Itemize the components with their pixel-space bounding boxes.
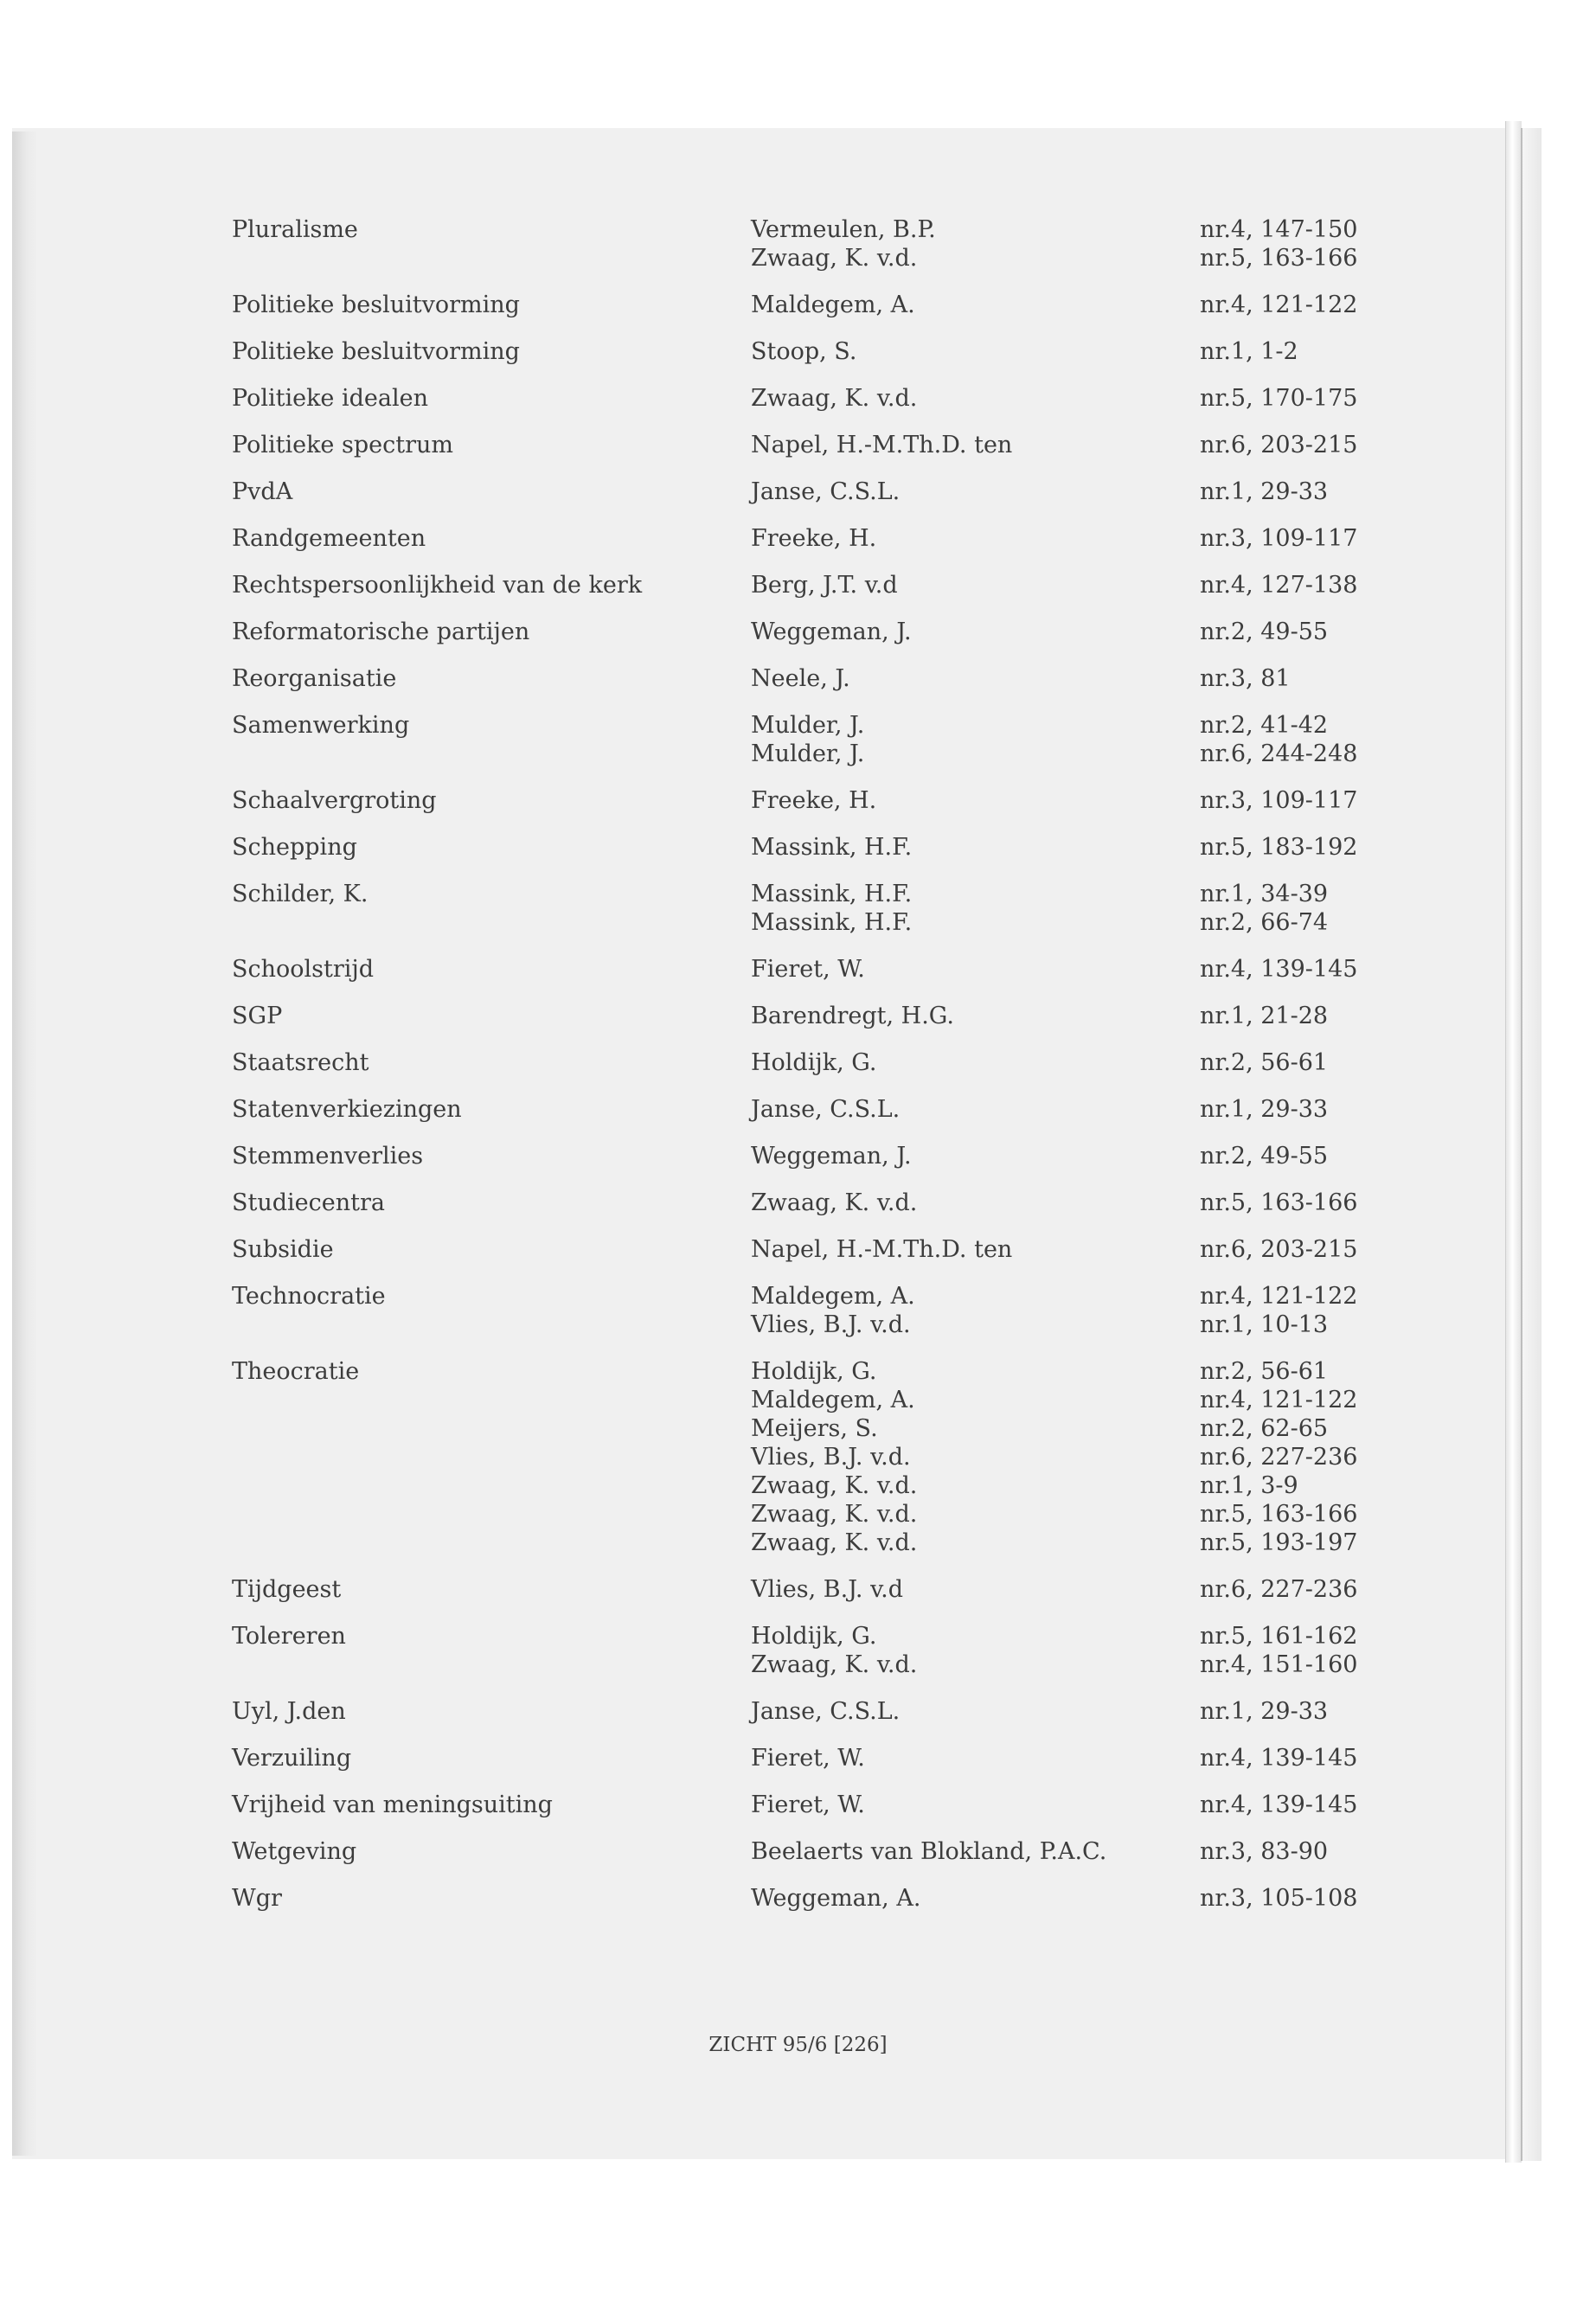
reference-row — [0, 215, 1596, 244]
reference-issue-pages: nr.2, 56-61 — [1200, 1358, 1329, 1385]
entry-term: Schaalvergroting — [232, 787, 437, 814]
entry-references — [0, 524, 1596, 553]
reference-author: Zwaag, K. v.d. — [751, 1472, 918, 1499]
entry-references — [0, 291, 1596, 319]
reference-issue-pages: nr.2, 56-61 — [1200, 1049, 1329, 1076]
entry-term: Wgr — [232, 1885, 282, 1912]
reference-row — [0, 1189, 1596, 1217]
entry-references — [0, 1622, 1596, 1679]
reference-row — [0, 1697, 1596, 1726]
reference-author: Massink, H.F. — [751, 909, 913, 936]
reference-issue-pages: nr.3, 81 — [1200, 665, 1291, 692]
entry-term: Wetgeving — [232, 1838, 357, 1865]
entry-term: Schilder, K. — [232, 881, 369, 907]
reference-issue-pages: nr.3, 83-90 — [1200, 1838, 1329, 1865]
reference-issue-pages: nr.3, 109-117 — [1200, 787, 1358, 814]
reference-author: Holdijk, G. — [751, 1358, 877, 1385]
reference-row — [0, 1622, 1596, 1650]
entry-term: Uyl, J.den — [232, 1698, 346, 1725]
entry-term: SGP — [232, 1003, 283, 1029]
entry-term: Statenverkiezingen — [232, 1096, 462, 1123]
reference-row — [0, 1744, 1596, 1772]
reference-author: Zwaag, K. v.d. — [751, 385, 918, 412]
entry-references — [0, 711, 1596, 768]
reference-issue-pages: nr.4, 121-122 — [1200, 1283, 1358, 1310]
reference-author: Zwaag, K. v.d. — [751, 1189, 918, 1216]
reference-row — [0, 384, 1596, 413]
reference-issue-pages: nr.2, 49-55 — [1200, 619, 1329, 645]
reference-issue-pages: nr.4, 139-145 — [1200, 1745, 1358, 1772]
reference-row — [0, 664, 1596, 693]
reference-row — [0, 1282, 1596, 1311]
entry-references — [0, 337, 1596, 366]
page-footer: ZICHT 95/6 [226] — [708, 2034, 888, 2056]
entry-references — [0, 478, 1596, 506]
reference-issue-pages: nr.2, 66-74 — [1200, 909, 1329, 936]
entry-term: Reformatorische partijen — [232, 619, 530, 645]
reference-issue-pages: nr.2, 49-55 — [1200, 1143, 1329, 1170]
reference-issue-pages: nr.4, 147-150 — [1200, 216, 1358, 243]
reference-author: Mulder, J. — [751, 740, 865, 767]
entry-term: Reorganisatie — [232, 665, 397, 692]
reference-row — [0, 618, 1596, 646]
reference-author: Massink, H.F. — [751, 834, 913, 861]
reference-author: Weggeman, J. — [751, 1143, 912, 1170]
reference-row — [0, 431, 1596, 459]
reference-author: Freeke, H. — [751, 787, 877, 814]
entry-term: Pluralisme — [232, 216, 358, 243]
reference-row — [0, 1311, 1596, 1339]
reference-author: Berg, J.T. v.d — [751, 572, 898, 599]
entry-term: Schepping — [232, 834, 357, 861]
reference-author: Zwaag, K. v.d. — [751, 1529, 918, 1556]
reference-author: Janse, C.S.L. — [751, 478, 901, 505]
entry-term: Politieke besluitvorming — [232, 338, 520, 365]
reference-issue-pages: nr.5, 163-166 — [1200, 1501, 1358, 1528]
reference-issue-pages: nr.1, 29-33 — [1200, 1096, 1329, 1123]
reference-issue-pages: nr.1, 34-39 — [1200, 881, 1329, 907]
reference-row — [0, 1414, 1596, 1443]
reference-issue-pages: nr.2, 41-42 — [1200, 712, 1329, 739]
reference-author: Maldegem, A. — [751, 1283, 915, 1310]
entry-references — [0, 1142, 1596, 1170]
reference-issue-pages: nr.4, 151-160 — [1200, 1651, 1358, 1678]
reference-issue-pages: nr.6, 227-236 — [1200, 1576, 1358, 1603]
reference-row — [0, 711, 1596, 740]
reference-row — [0, 833, 1596, 862]
reference-issue-pages: nr.1, 29-33 — [1200, 478, 1329, 505]
reference-issue-pages: nr.6, 244-248 — [1200, 740, 1358, 767]
reference-row — [0, 1884, 1596, 1913]
reference-author: Janse, C.S.L. — [751, 1096, 901, 1123]
entry-term: Rechtspersoonlijkheid van de kerk — [232, 572, 643, 599]
entry-term: Politieke besluitvorming — [232, 292, 520, 318]
entry-term: Stemmenverlies — [232, 1143, 424, 1170]
entry-references — [0, 1282, 1596, 1339]
reference-author: Weggeman, A. — [751, 1885, 921, 1912]
reference-issue-pages: nr.5, 193-197 — [1200, 1529, 1358, 1556]
reference-issue-pages: nr.1, 10-13 — [1200, 1311, 1329, 1338]
reference-issue-pages: nr.5, 163-166 — [1200, 1189, 1358, 1216]
entry-term: Tolereren — [232, 1623, 346, 1650]
reference-row — [0, 1575, 1596, 1604]
reference-author: Mulder, J. — [751, 712, 865, 739]
entry-term: Politieke idealen — [232, 385, 428, 412]
entry-references — [0, 571, 1596, 599]
reference-row — [0, 1837, 1596, 1866]
reference-issue-pages: nr.5, 161-162 — [1200, 1623, 1358, 1650]
entry-term: Subsidie — [232, 1236, 334, 1263]
reference-issue-pages: nr.6, 203-215 — [1200, 432, 1358, 458]
reference-row — [0, 1443, 1596, 1471]
entry-references — [0, 1189, 1596, 1217]
reference-row — [0, 1500, 1596, 1529]
entry-references — [0, 1048, 1596, 1077]
entry-references — [0, 1235, 1596, 1264]
reference-issue-pages: nr.6, 227-236 — [1200, 1444, 1358, 1471]
entry-references — [0, 1002, 1596, 1030]
entry-references — [0, 618, 1596, 646]
reference-row — [0, 478, 1596, 506]
reference-issue-pages: nr.6, 203-215 — [1200, 1236, 1358, 1263]
reference-author: Fieret, W. — [751, 956, 865, 983]
reference-author: Holdijk, G. — [751, 1623, 877, 1650]
reference-author: Napel, H.-M.Th.D. ten — [751, 432, 1013, 458]
reference-row — [0, 244, 1596, 272]
entry-term: Politieke spectrum — [232, 432, 453, 458]
reference-row — [0, 880, 1596, 908]
entry-references — [0, 215, 1596, 272]
entry-term: Randgemeenten — [232, 525, 426, 552]
reference-row — [0, 908, 1596, 937]
reference-row — [0, 1235, 1596, 1264]
reference-author: Zwaag, K. v.d. — [751, 1651, 918, 1678]
reference-issue-pages: nr.3, 109-117 — [1200, 525, 1358, 552]
entry-term: Studiecentra — [232, 1189, 385, 1216]
reference-row — [0, 1357, 1596, 1386]
entry-references — [0, 955, 1596, 984]
reference-issue-pages: nr.1, 29-33 — [1200, 1698, 1329, 1725]
entry-term: Staatsrecht — [232, 1049, 369, 1076]
reference-row — [0, 571, 1596, 599]
reference-issue-pages: nr.5, 183-192 — [1200, 834, 1358, 861]
reference-author: Beelaerts van Blokland, P.A.C. — [751, 1838, 1107, 1865]
entry-references — [0, 1791, 1596, 1819]
reference-issue-pages: nr.4, 121-122 — [1200, 1387, 1358, 1413]
reference-issue-pages: nr.5, 170-175 — [1200, 385, 1358, 412]
reference-author: Maldegem, A. — [751, 292, 915, 318]
entry-term: Tijdgeest — [232, 1576, 342, 1603]
reference-issue-pages: nr.4, 127-138 — [1200, 572, 1358, 599]
entry-references — [0, 1697, 1596, 1726]
entry-term: Vrijheid van meningsuiting — [232, 1791, 553, 1818]
reference-author: Vlies, B.J. v.d — [751, 1576, 904, 1603]
reference-author: Stoop, S. — [751, 338, 857, 365]
reference-row — [0, 1650, 1596, 1679]
reference-author: Weggeman, J. — [751, 619, 912, 645]
entry-references — [0, 1837, 1596, 1866]
entry-references — [0, 880, 1596, 937]
entry-term: Technocratie — [232, 1283, 386, 1310]
reference-author: Napel, H.-M.Th.D. ten — [751, 1236, 1013, 1263]
reference-author: Fieret, W. — [751, 1791, 865, 1818]
reference-author: Vlies, B.J. v.d. — [751, 1311, 911, 1338]
entry-references — [0, 1357, 1596, 1557]
reference-row — [0, 1791, 1596, 1819]
entry-term: Samenwerking — [232, 712, 410, 739]
reference-author: Janse, C.S.L. — [751, 1698, 901, 1725]
reference-row — [0, 1529, 1596, 1557]
reference-author: Fieret, W. — [751, 1745, 865, 1772]
entry-references — [0, 1884, 1596, 1913]
entry-term: Schoolstrijd — [232, 956, 375, 983]
reference-row — [0, 786, 1596, 815]
reference-row — [0, 1048, 1596, 1077]
entry-references — [0, 664, 1596, 693]
reference-author: Vermeulen, B.P. — [751, 216, 936, 243]
reference-row — [0, 1386, 1596, 1414]
entry-references — [0, 833, 1596, 862]
reference-issue-pages: nr.2, 62-65 — [1200, 1415, 1329, 1442]
reference-issue-pages: nr.4, 139-145 — [1200, 956, 1358, 983]
reference-author: Neele, J. — [751, 665, 850, 692]
reference-author: Vlies, B.J. v.d. — [751, 1444, 911, 1471]
reference-author: Freeke, H. — [751, 525, 877, 552]
reference-author: Zwaag, K. v.d. — [751, 245, 918, 272]
reference-issue-pages: nr.1, 21-28 — [1200, 1003, 1329, 1029]
reference-row — [0, 291, 1596, 319]
reference-row — [0, 1002, 1596, 1030]
reference-issue-pages: nr.4, 121-122 — [1200, 292, 1358, 318]
reference-row — [0, 524, 1596, 553]
entry-term: Theocratie — [232, 1358, 360, 1385]
entry-references — [0, 1095, 1596, 1124]
reference-row — [0, 1142, 1596, 1170]
entry-references — [0, 1744, 1596, 1772]
entry-references — [0, 786, 1596, 815]
entry-term: Verzuiling — [232, 1745, 352, 1772]
reference-author: Holdijk, G. — [751, 1049, 877, 1076]
reference-author: Massink, H.F. — [751, 881, 913, 907]
reference-row — [0, 1095, 1596, 1124]
reference-row — [0, 740, 1596, 768]
entry-references — [0, 1575, 1596, 1604]
reference-row — [0, 955, 1596, 984]
reference-author: Maldegem, A. — [751, 1387, 915, 1413]
entry-references — [0, 384, 1596, 413]
reference-issue-pages: nr.3, 105-108 — [1200, 1885, 1358, 1912]
reference-author: Zwaag, K. v.d. — [751, 1501, 918, 1528]
entry-references — [0, 431, 1596, 459]
reference-issue-pages: nr.1, 1-2 — [1200, 338, 1298, 365]
reference-issue-pages: nr.5, 163-166 — [1200, 245, 1358, 272]
reference-author: Barendregt, H.G. — [751, 1003, 954, 1029]
reference-author: Meijers, S. — [751, 1415, 878, 1442]
reference-row — [0, 1471, 1596, 1500]
reference-issue-pages: nr.4, 139-145 — [1200, 1791, 1358, 1818]
reference-issue-pages: nr.1, 3-9 — [1200, 1472, 1298, 1499]
entry-term: PvdA — [232, 478, 293, 505]
reference-row — [0, 337, 1596, 366]
